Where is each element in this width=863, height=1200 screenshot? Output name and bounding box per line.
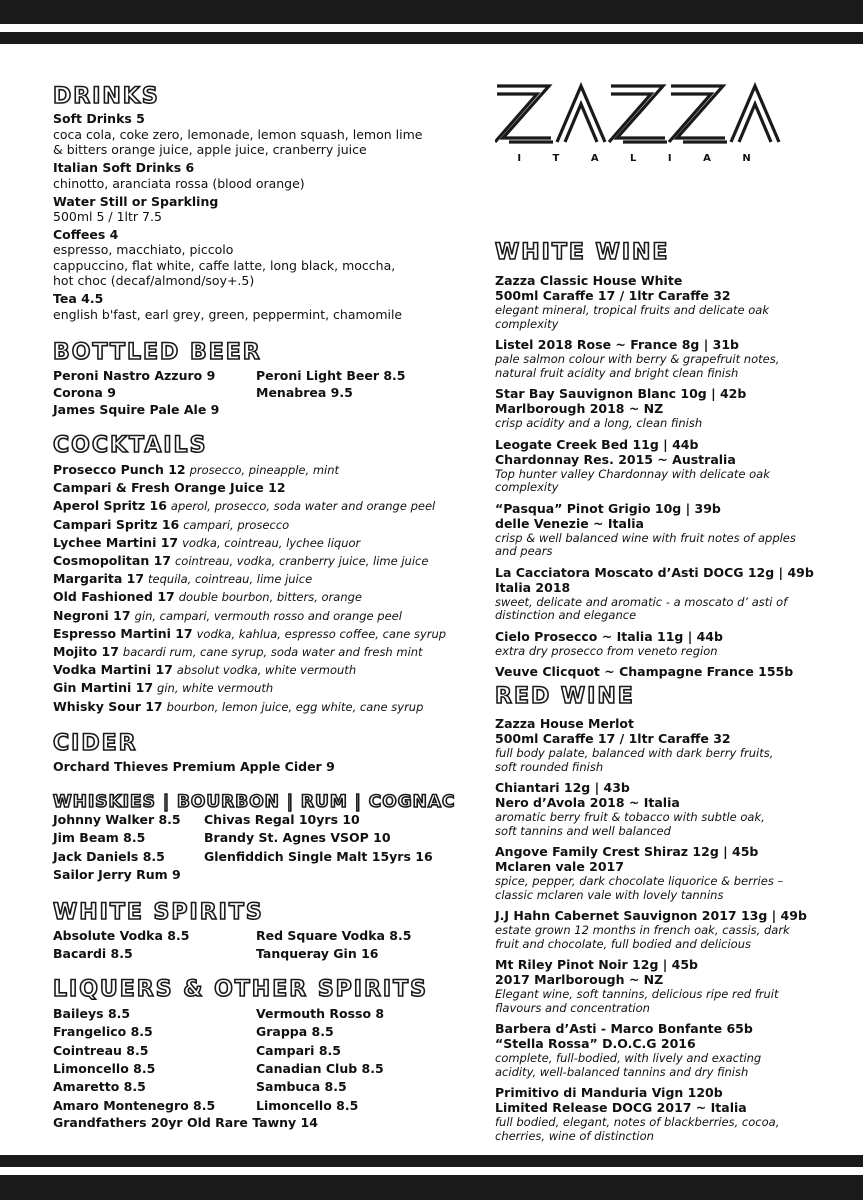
drinks-item-desc: cappuccino, flat white, caffe latte, long black, moccha,: [53, 258, 396, 273]
wine-title: Leogate Creek Bed 11g | 44b: [495, 436, 699, 452]
cocktail-name: Negroni 17: [53, 607, 131, 623]
drinks-item-desc: 500ml 5 / 1ltr 7.5: [53, 209, 162, 224]
liquer-item: Limoncello 8.5: [256, 1097, 359, 1113]
wine-title: Listel 2018 Rose ~ France 8g | 31b: [495, 337, 739, 352]
wine-title: Veuve Clicquot ~ Champagne France 155b: [495, 664, 794, 679]
wine-title: Italia 2018: [495, 579, 571, 595]
wine-title: “Stella Rossa” D.O.C.G 2016: [495, 1036, 696, 1051]
cocktail-name: Lychee Martini 17: [53, 534, 179, 550]
wine-title: Primitivo di Manduria Vign 120b: [495, 1085, 723, 1100]
drinks-heading: DRINKS: [53, 84, 160, 109]
wine-title: 2017 Marlborough ~ NZ: [495, 972, 664, 987]
beer-item: Peroni Nastro Azzuro 9: [53, 368, 216, 383]
cocktail-item: [53, 680, 273, 696]
cocktail-name: Whisky Sour 17: [53, 698, 163, 714]
drinks-item-name: Water Still or Sparkling: [53, 194, 219, 209]
wine-desc: full body palate, balanced with dark berry fruits,: [495, 746, 774, 760]
cocktail-desc: cointreau, vodka, cranberry juice, lime juice: [174, 554, 429, 568]
cocktail-item: [53, 535, 360, 551]
cocktail-desc: double bourbon, bitters, orange: [178, 590, 362, 605]
whisky-item: Sailor Jerry Rum 9: [53, 867, 181, 882]
wine-desc: extra dry prosecco from veneto region: [495, 643, 718, 658]
cocktail-desc: tequila, cointreau, lime juice: [148, 572, 313, 587]
wine-desc: distinction and elegance: [495, 608, 637, 622]
wine-title: Chardonnay Res. 2015 ~ Australia: [495, 451, 736, 467]
drinks-item-desc: english b'fast, earl grey, green, peppermint, chamomile: [53, 307, 403, 322]
whisky-item: Brandy St. Agnes VSOP 10: [204, 830, 391, 845]
wine-desc: soft tannins and well balanced: [495, 823, 671, 838]
wine-desc: natural fruit acidity and bright clean finish: [495, 365, 739, 380]
cocktail-name: Gin Martini 17: [53, 680, 154, 696]
beer-item: James Squire Pale Ale 9: [53, 402, 220, 417]
wine-title: Chiantari 12g | 43b: [495, 780, 630, 795]
wine-title: Star Bay Sauvignon Blanc 10g | 42b: [495, 386, 747, 401]
wine-title: Angove Family Crest Shiraz 12g | 45b: [495, 844, 759, 859]
cocktail-item: [53, 498, 435, 514]
cocktail-item: [53, 626, 446, 642]
bottom-bar-thin: [0, 1155, 863, 1167]
wine-desc: fruit and chocolate, full bodied and delicious: [495, 936, 751, 951]
cocktail-name: Margarita 17: [53, 571, 145, 587]
wine-title: “Pasqua” Pinot Grigio 10g | 39b: [495, 500, 721, 516]
wine-desc: complete, full-bodied, with lively and exacting: [495, 1051, 762, 1065]
whisky-item: Jack Daniels 8.5: [53, 849, 165, 864]
wine-title: Marlborough 2018 ~ NZ: [495, 401, 664, 416]
wine-desc: crisp acidity and a long, clean finish: [495, 416, 703, 430]
white-spirits-heading: WHITE SPIRITS: [53, 900, 264, 925]
liquer-item: Limoncello 8.5: [53, 1060, 156, 1076]
white-spirit-item: Red Square Vodka 8.5: [256, 928, 412, 943]
liquer-item: Sambuca 8.5: [256, 1079, 347, 1095]
wine-desc: spice, pepper, dark chocolate liquorice & berries –: [495, 874, 784, 888]
wine-title: La Cacciatora Moscato d’Asti DOCG 12g | 49b: [495, 564, 814, 580]
beer-item: Peroni Light Beer 8.5: [256, 368, 406, 383]
drinks-item-desc: & bitters orange juice, apple juice, cranberry juice: [53, 142, 367, 157]
cocktail-name: Prosecco Punch 12: [53, 462, 186, 477]
liquer-item: Amaretto 8.5: [53, 1079, 146, 1095]
whisky-item: Glenfiddich Single Malt 15yrs 16: [204, 849, 433, 864]
cocktail-desc: campari, prosecco: [183, 517, 290, 532]
wine-desc: flavours and concentration: [495, 1000, 650, 1015]
cocktail-desc: bacardi rum, cane syrup, soda water and fresh mint: [122, 645, 423, 659]
beer-item: Corona 9: [53, 385, 116, 400]
cocktail-name: Campari & Fresh Orange Juice 12: [53, 480, 286, 496]
cocktail-desc: aperol, prosecco, soda water and orange peel: [170, 499, 436, 514]
whisky-item: Johnny Walker 8.5: [53, 812, 181, 827]
liquer-item: Grandfathers 20yr Old Rare Tawny 14: [53, 1115, 318, 1130]
cocktail-desc: gin, white vermouth: [157, 681, 274, 696]
wine-desc: estate grown 12 months in french oak, cassis, dark: [495, 923, 790, 937]
drinks-item-desc: hot choc (decaf/almond/soy+.5): [53, 273, 255, 288]
cocktail-desc: prosecco, pineapple, mint: [189, 463, 340, 477]
cocktail-desc: vodka, cointreau, lychee liquor: [182, 535, 361, 550]
cocktail-name: Cosmopolitan 17: [53, 553, 171, 568]
wine-desc: full bodied, elegant, notes of blackberries, cocoa,: [495, 1115, 780, 1129]
wine-desc: classic mclaren vale with lovely tannins: [495, 887, 724, 902]
cider-heading: CIDER: [53, 731, 138, 756]
cocktail-item: [53, 517, 289, 533]
wine-desc: complexity: [495, 480, 559, 494]
drinks-item-name: Soft Drinks 5: [53, 111, 145, 126]
wine-desc: soft rounded finish: [495, 759, 604, 774]
drinks-item-desc: coca cola, coke zero, lemonade, lemon squash, lemon lime: [53, 127, 423, 142]
cider-item: Orchard Thieves Premium Apple Cider 9: [53, 759, 335, 774]
cocktail-desc: gin, campari, vermouth rosso and orange peel: [134, 608, 402, 623]
cocktail-name: Mojito 17: [53, 644, 119, 659]
wine-desc: complexity: [495, 316, 559, 331]
cocktail-desc: vodka, kahlua, espresso coffee, cane syrup: [196, 626, 447, 641]
liquer-item: Vermouth Rosso 8: [256, 1006, 385, 1021]
cocktail-name: Aperol Spritz 16: [53, 498, 167, 514]
cocktail-item: [53, 462, 339, 478]
wine-title: Barbera d’Asti - Marco Bonfante 65b: [495, 1021, 753, 1036]
liquer-item: Baileys 8.5: [53, 1006, 131, 1021]
wine-title: Limited Release DOCG 2017 ~ Italia: [495, 1100, 747, 1115]
cocktail-item: [53, 571, 312, 587]
cocktail-item: [53, 699, 423, 715]
wine-desc: crisp & well balanced wine with fruit notes of apples: [495, 530, 796, 545]
cocktail-name: Vodka Martini 17: [53, 662, 173, 678]
white-wine-heading: WHITE WINE: [495, 240, 670, 265]
liquers-heading: LIQUERS & OTHER SPIRITS: [53, 977, 428, 1002]
cocktail-desc: bourbon, lemon juice, egg white, cane syrup: [166, 699, 424, 714]
wine-desc: cherries, wine of distinction: [495, 1128, 654, 1143]
wine-desc: aromatic berry fruit & tobacco with subtle oak,: [495, 810, 765, 824]
cocktail-name: Campari Spritz 16: [53, 516, 180, 532]
liquer-item: Grappa 8.5: [256, 1024, 334, 1040]
liquer-item: Cointreau 8.5: [53, 1042, 149, 1058]
drinks-item-desc: chinotto, aranciata rossa (blood orange): [53, 176, 305, 191]
wine-desc: sweet, delicate and aromatic - a moscato d’ asti of: [495, 594, 788, 609]
cocktail-item: [53, 553, 428, 569]
drinks-item-name: Tea 4.5: [53, 291, 104, 306]
wine-title: Nero d’Avola 2018 ~ Italia: [495, 795, 680, 810]
wine-desc: and pears: [495, 544, 553, 558]
cocktail-name: Old Fashioned 17: [53, 589, 175, 605]
wine-title: J.J Hahn Cabernet Sauvignon 2017 13g | 49b: [495, 908, 807, 923]
wine-desc: Elegant wine, soft tannins, delicious ripe red fruit: [495, 987, 779, 1001]
cocktail-item: [53, 608, 402, 624]
wine-title: Zazza Classic House White: [495, 273, 683, 288]
white-spirit-item: Bacardi 8.5: [53, 946, 133, 961]
drinks-item-name: Italian Soft Drinks 6: [53, 160, 195, 175]
whisky-item: Chivas Regal 10yrs 10: [204, 812, 360, 827]
wine-title: Mt Riley Pinot Noir 12g | 45b: [495, 957, 699, 972]
beer-item: Menabrea 9.5: [256, 385, 353, 400]
brand-tagline: I T A L I A N: [517, 153, 765, 164]
cocktail-desc: absolut vodka, white vermouth: [176, 663, 357, 678]
cocktail-item: [53, 644, 423, 660]
zazza-logo: [495, 82, 787, 164]
bottom-bar-thick: [0, 1175, 863, 1200]
cocktail-item: [53, 589, 362, 605]
white-spirit-item: Tanqueray Gin 16: [256, 946, 379, 961]
wine-title: 500ml Caraffe 17 / 1ltr Caraffe 32: [495, 288, 731, 303]
wine-title: Mclaren vale 2017: [495, 859, 624, 874]
red-wine-heading: RED WINE: [495, 684, 635, 709]
wine-desc: acidity, well-balanced tannins and dry finish: [495, 1064, 749, 1079]
drinks-item-name: Coffees 4: [53, 227, 119, 242]
whisky-item: Jim Beam 8.5: [53, 830, 146, 845]
wine-title: Zazza House Merlot: [495, 716, 634, 731]
top-bar-thick: [0, 0, 863, 24]
liquer-item: Canadian Club 8.5: [256, 1060, 384, 1076]
cocktail-item: [53, 662, 356, 678]
liquer-item: Frangelico 8.5: [53, 1024, 153, 1040]
wine-desc: pale salmon colour with berry & grapefruit notes,: [495, 352, 780, 366]
top-bar-thin: [0, 32, 863, 44]
bottled-beer-heading: BOTTLED BEER: [53, 340, 262, 365]
liquer-item: Amaro Montenegro 8.5: [53, 1097, 216, 1113]
wine-title: delle Venezie ~ Italia: [495, 515, 644, 531]
wine-desc: elegant mineral, tropical fruits and delicate oak: [495, 303, 770, 317]
cocktail-item: [53, 480, 290, 496]
white-spirit-item: Absolute Vodka 8.5: [53, 928, 190, 943]
wine-title: 500ml Caraffe 17 / 1ltr Caraffe 32: [495, 731, 731, 746]
whiskies-heading: WHISKIES | BOURBON | RUM | COGNAC: [53, 792, 456, 812]
cocktail-name: Espresso Martini 17: [53, 625, 193, 641]
cocktails-heading: COCKTAILS: [53, 433, 208, 458]
liquer-item: Campari 8.5: [256, 1042, 341, 1058]
drinks-item-desc: espresso, macchiato, piccolo: [53, 242, 234, 257]
wine-desc: Top hunter valley Chardonnay with delicate oak: [495, 466, 770, 481]
wine-title: Cielo Prosecco ~ Italia 11g | 44b: [495, 628, 723, 644]
